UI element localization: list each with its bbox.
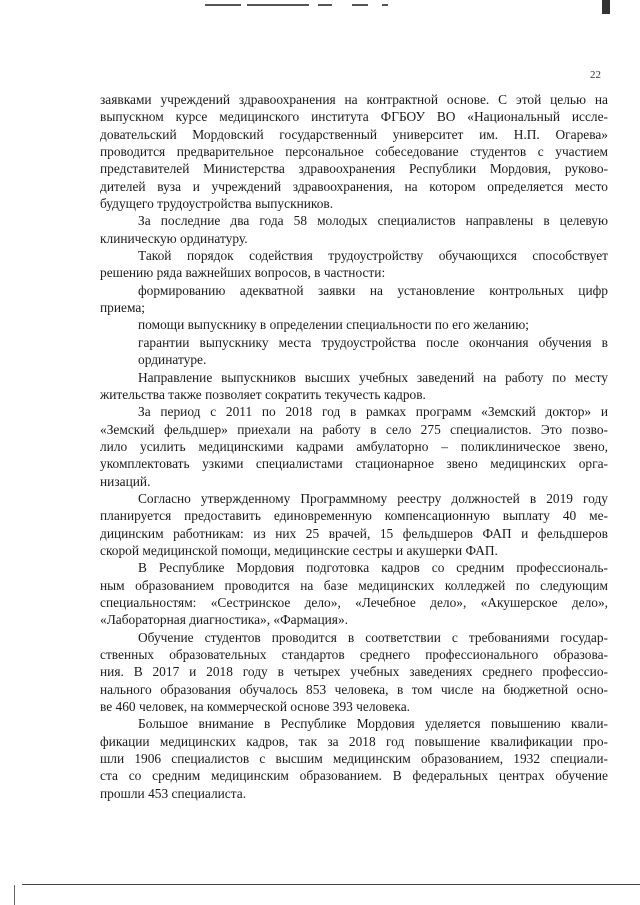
- page-number: 22: [590, 69, 601, 81]
- scan-artifact-left-mark: [14, 885, 15, 905]
- text-line: помощи выпускнику в определении специальности по его желанию;: [138, 317, 529, 333]
- text-line: прошли 453 специалиста.: [100, 785, 247, 801]
- text-line: ве 460 человек, на коммерческой основе 393 человека.: [100, 699, 411, 715]
- text-line: заявками учреждений здравоохранения на контрактной основе. С этой целью на: [100, 92, 608, 107]
- text-line: низаций.: [100, 473, 151, 489]
- text-line: Обучение студентов проводится в соответствии с требованиями государ-: [138, 629, 608, 645]
- text-line: В Республике Мордовия подготовка кадров со средним профессиональ-: [138, 560, 608, 576]
- text-line: дицинским работникам: из них 25 врачей, 15 фельдшеров ФАП и фельдшеров: [100, 525, 608, 541]
- text-line: формированию адекватной заявки на установление контрольных цифр: [138, 282, 608, 298]
- text-line: клиническую ординатуру.: [100, 230, 248, 246]
- text-line: жительства также позволяет сократить текучесть кадров.: [100, 386, 426, 402]
- text-line: «Лабораторная диагностика», «Фармация».: [100, 612, 348, 628]
- text-line: Согласно утвержденному Программному реестру должностей в 2019 году: [138, 490, 608, 506]
- text-line: гарантии выпускнику места трудоустройства после окончания обучения в: [138, 334, 608, 350]
- text-line: представителей Министерства здравоохранения Республики Мордовия, руково-: [100, 161, 608, 177]
- text-line: Большое внимание в Республике Мордовия уделяется повышению квали-: [138, 716, 608, 732]
- document-body: [100, 91, 608, 802]
- text-line: укомплектовать узкими специалистами стационарное звено медицинских орга-: [100, 456, 608, 472]
- text-line: За период с 2011 по 2018 год в рамках программ «Земский доктор» и: [138, 404, 608, 420]
- text-line: проводится предварительное персональное собеседование студентов с участием: [100, 144, 608, 160]
- text-line: выпускном курсе медицинского института ФГБОУ ВО «Национальный иссле-: [100, 109, 608, 125]
- text-line: планируется предоставить единовременную компенсационную выплату 40 ме-: [100, 508, 608, 524]
- text-line: фикации медицинских кадров, так за 2018 год повышение квалификации про-: [100, 733, 608, 749]
- text-line: скорой медицинской помощи, медицинские сестры и акушерки ФАП.: [100, 542, 498, 558]
- text-line: Такой порядок содействия трудоустройству обучающихся способствует: [138, 248, 608, 264]
- text-line: «Земский фельдшер» приехали на работу в село 275 специалистов. Это позво-: [100, 421, 608, 437]
- scan-artifact-top: [0, 0, 640, 12]
- text-line: решению ряда важнейших вопросов, в частности:: [100, 265, 386, 281]
- text-line: ста со средним медицинским образованием. В федеральных центрах обучение: [100, 768, 608, 784]
- text-line: Направление выпускников высших учебных заведений на работу по месту: [138, 369, 608, 385]
- text-line: ния. В 2017 и 2018 году в четырех учебных заведениях среднего профессио-: [100, 664, 608, 680]
- text-line: нального образования обучалось 853 человека, в том числе на бюджетной осно-: [100, 681, 608, 697]
- text-line: приема;: [100, 300, 146, 316]
- text-line: За последние два года 58 молодых специалистов направлены в целевую: [138, 213, 608, 229]
- text-line: будущего трудоустройства выпускников.: [100, 196, 334, 212]
- text-line: дителей вуза и учреждений здравоохранения, на котором определяется место: [100, 178, 608, 194]
- text-line: довательский Мордовский государственный университет им. Н.П. Огарева»: [100, 126, 608, 142]
- text-line: шли 1906 специалистов с высшим медицинским образованием, 1932 специали-: [100, 751, 608, 767]
- text-line: специальностям: «Сестринское дело», «Лечебное дело», «Акушерское дело»,: [100, 594, 608, 610]
- text-line: лило усилить медицинскими кадрами амбулаторно – поликлиническое звено,: [100, 438, 608, 454]
- text-line: ординатуре.: [138, 352, 207, 368]
- text-line: ственных образовательных стандартов среднего профессионального образова-: [100, 647, 608, 662]
- scan-artifact-bottom-line: [22, 884, 640, 885]
- text-line: ным образованием проводится на базе медицинских колледжей по следующим: [100, 577, 608, 593]
